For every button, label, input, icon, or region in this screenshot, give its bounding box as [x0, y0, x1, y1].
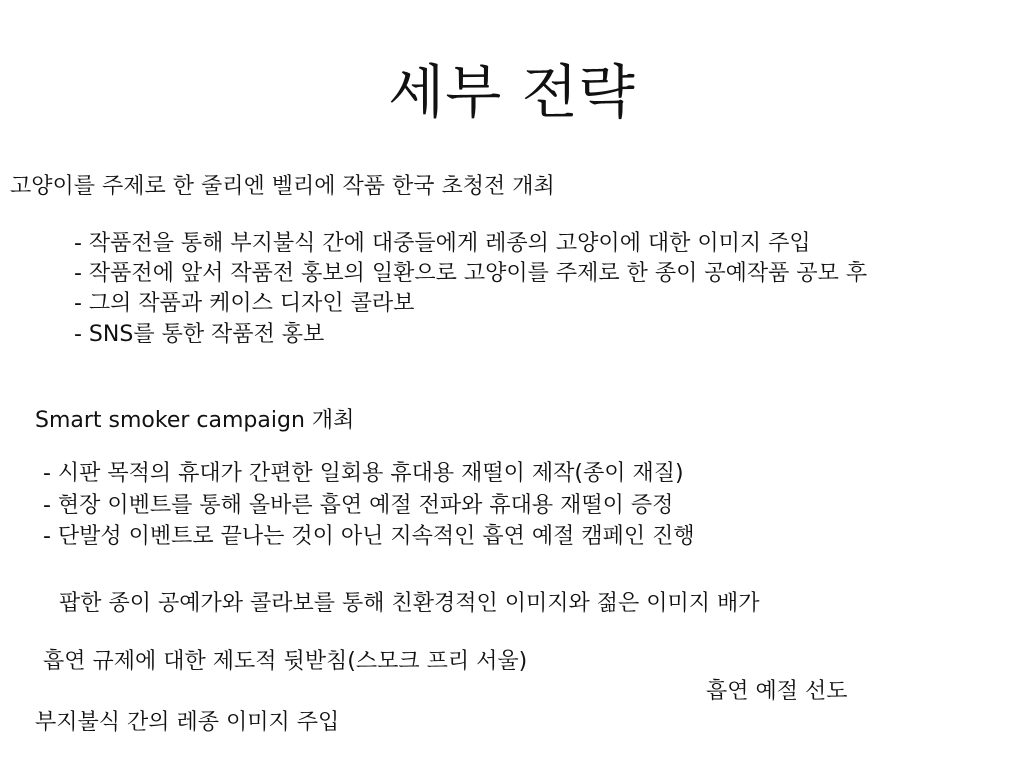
- result-regulation-support: 흡연 규제에 대한 제도적 뒷받침(스모크 프리 서울): [43, 649, 528, 674]
- result-brand-image: 부지불식 간의 레종 이미지 주입: [35, 710, 340, 735]
- bullet-ongoing-campaign: - 단발성 이벤트로 끝나는 것이 아닌 지속적인 흡연 예절 캠페인 진행: [43, 524, 695, 549]
- bullet-onsite-event: - 현장 이벤트를 통해 올바른 흡연 예절 전파와 휴대용 재떨이 증정: [43, 493, 674, 518]
- slide-title: 세부 전략: [388, 58, 636, 126]
- result-eco-image: 팝한 종이 공예가와 콜라보를 통해 친환경적인 이미지와 젊은 이미지 배가: [59, 591, 760, 616]
- result-etiquette-lead: 흡연 예절 선도: [706, 679, 848, 704]
- section-heading-smart-smoker: Smart smoker campaign 개최: [35, 408, 355, 433]
- bullet-case-design-collab: - 그의 작품과 케이스 디자인 콜라보: [74, 291, 415, 316]
- bullet-paper-craft-contest: - 작품전에 앞서 작품전 홍보의 일환으로 고양이를 주제로 한 종이 공예작품 공모 후: [74, 261, 868, 286]
- bullet-portable-ashtray: - 시판 목적의 휴대가 간편한 일회용 휴대용 재떨이 제작(종이 재질): [43, 461, 684, 486]
- bullet-sns-promotion: - SNS를 통한 작품전 홍보: [74, 322, 325, 347]
- section-heading-art-exhibition: 고양이를 주제로 한 줄리엔 벨리에 작품 한국 초청전 개최: [10, 174, 555, 199]
- bullet-exhibition-image: - 작품전을 통해 부지불식 간에 대중들에게 레종의 고양이에 대한 이미지 주입: [74, 231, 811, 256]
